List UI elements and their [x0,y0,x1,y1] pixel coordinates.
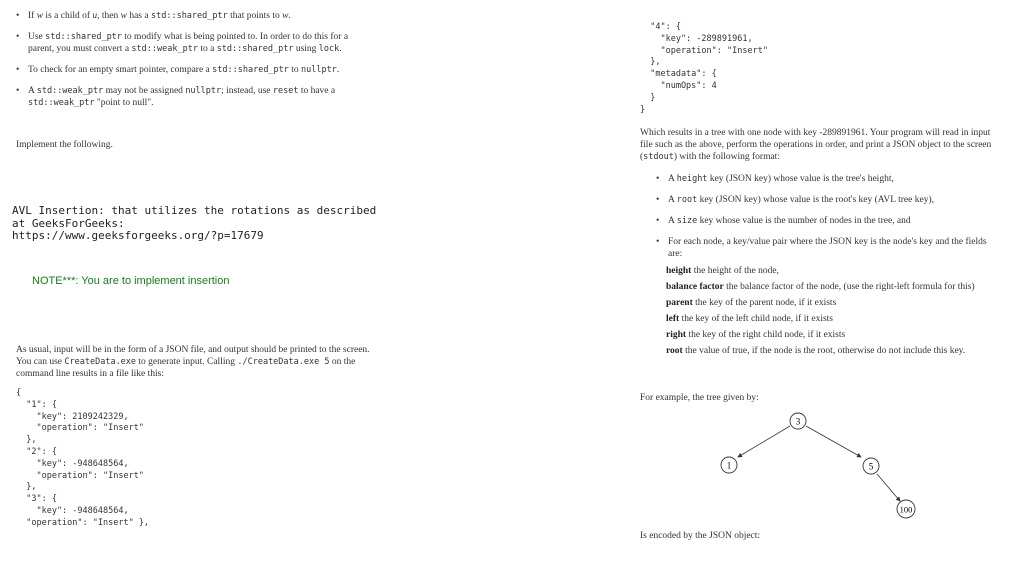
inline-text: Which results in a tree with one node with key -289891961. Your program will read in input file such as the above, perform the operations in order, and print a JSON object to the screen ( [640,128,992,162]
inline-code: root [676,195,698,205]
avl-line-1: AVL Insertion: that utilizes the rotations as described [12,204,377,217]
inline-code: size [676,216,698,226]
edge-5-100 [877,474,900,501]
node-field-desc: the key of the left child node, if it exists [679,314,833,324]
node-field-name: height [666,266,692,276]
inline-text: . [336,65,340,75]
inline-text: to modify what is being pointed to. In order to do this for a parent, you must convert a [28,32,349,54]
inline-text: Use [28,32,46,42]
inline-text: to have a [298,86,336,96]
inline-math: w [282,11,289,21]
node-field-name: left [666,314,680,324]
inline-text: key whose value is the number of nodes in the tree, and [697,216,911,226]
inline-text: If [28,11,37,21]
inline-text: to [288,65,302,75]
tree-node-label: 1 [726,460,732,471]
tree-diagram [700,405,940,520]
inline-text: is a child of [43,11,93,21]
inline-code: std::weak_ptr [131,44,198,54]
inline-code: nullptr [301,65,337,75]
inline-code: height [676,174,708,184]
edge-3-5 [806,426,861,457]
inline-text: ) with the following format: [673,152,780,162]
node-field-name: right [666,330,687,340]
tree-node-label: 5 [868,461,874,472]
avl-link[interactable]: https://www.geeksforgeeks.org/?p=17679 [12,229,264,242]
left-bullet-item [16,64,376,76]
node-field-item [666,281,996,293]
input-paragraph [16,344,372,380]
avl-insertion-block [12,205,376,243]
inline-math: w [120,11,127,21]
node-field-item [666,345,996,357]
inline-text: For each node, a key/value pair where the JSON key is the node's key and the fields are: [668,237,987,259]
edge-3-1 [738,426,790,457]
inline-math: w [36,11,44,21]
tree-node-label: 3 [795,416,801,427]
right-bullet-item [656,215,996,227]
inline-code: reset [272,86,299,96]
inline-code: std::shared_ptr [45,32,122,42]
node-field-name: parent [666,298,693,308]
json-sample-right: "4": { "key": -289891961, "operation": "Insert" }, "metadata": { "numOps": 4 } } [640,22,768,115]
json-sample-left: { "1": { "key": 2109242329, "operation": "Insert" }, "2": { "key": -948648564, "operation": "Insert" }, "3": { "key": -948648564, "operation": "Insert" }, [16,388,150,528]
inline-text: A [668,174,677,184]
left-bullet-list [16,10,376,118]
inline-code: std::shared_ptr [216,44,294,54]
inline-text: ; instead, use [221,86,273,96]
inline-text: To check for an empty smart pointer, compare a [28,65,213,75]
implement-text: Implement the following. [16,140,113,150]
node-field-item [666,313,996,325]
node-field-desc: the key of the parent node, if it exists [692,298,837,308]
example-text: For example, the tree given by: [640,393,759,403]
tree-node-1 [721,457,737,473]
inline-text: As usual, input will be in the form of a JSON file, and output should be printed to the screen. You can use [16,345,370,367]
node-field-item [666,297,996,309]
inline-text: . [339,44,342,54]
tree-node-3 [790,413,806,429]
inline-text: may not be assigned [103,86,186,96]
inline-text: to generate input. Calling [136,357,238,367]
inline-code: ./CreateData.exe 5 [237,357,330,367]
node-field-name: root [666,346,683,356]
inline-text: on the command line results in a file like this: [16,357,356,379]
inline-code: std::shared_ptr [150,11,228,21]
left-bullet-item [16,85,376,109]
avl-line-2: at GeeksForGeeks: [12,216,125,230]
note-text: NOTE***: You are to implement insertion [32,275,230,287]
inline-code: std::shared_ptr [212,65,289,75]
inline-text: A [28,86,37,96]
tree-node-label: 100 [899,504,913,515]
left-bullet-item [16,10,376,22]
node-field-name: balance factor [666,282,724,292]
right-bullet-list [656,173,996,269]
inline-code: nullptr [185,86,222,96]
inline-code: std::weak_ptr [36,86,104,96]
inline-text: that points to [227,11,283,21]
node-field-item [666,265,996,277]
inline-text: . [288,11,291,21]
tree-node-5 [863,458,879,474]
inline-text: key (JSON key) whose value is the tree's height, [707,174,894,184]
inline-text: "point to null". [94,98,154,108]
right-bullet-item [656,194,996,206]
node-field-item [666,329,996,341]
inline-text: key (JSON key) whose value is the root's key (AVL tree key), [697,195,934,205]
inline-code: lock [318,44,340,54]
inline-text: has a [126,11,151,21]
inline-text: A [668,216,677,226]
inline-code: std::weak_ptr [28,98,95,108]
inline-text: A [668,195,677,205]
left-bullet-item [16,31,376,55]
right-bullet-item [656,236,996,260]
tree-node-100 [897,500,915,518]
node-fields-list [666,265,996,361]
encoded-text: Is encoded by the JSON object: [640,531,761,541]
inline-code: CreateData.exe [64,357,137,367]
right-bullet-item [656,173,996,185]
result-paragraph [640,127,996,163]
node-field-desc: the value of true, if the node is the root, otherwise do not include this key. [682,346,966,356]
inline-text: , then [97,11,121,21]
node-field-desc: the balance factor of the node, (use the right-left formula for this) [723,282,975,292]
inline-text: to a [197,44,217,54]
inline-text: using [293,44,319,54]
inline-math: u [92,11,98,21]
inline-code: stdout [643,152,674,162]
node-field-desc: the height of the node, [691,266,779,276]
node-field-desc: the key of the right child node, if it exists [686,330,846,340]
